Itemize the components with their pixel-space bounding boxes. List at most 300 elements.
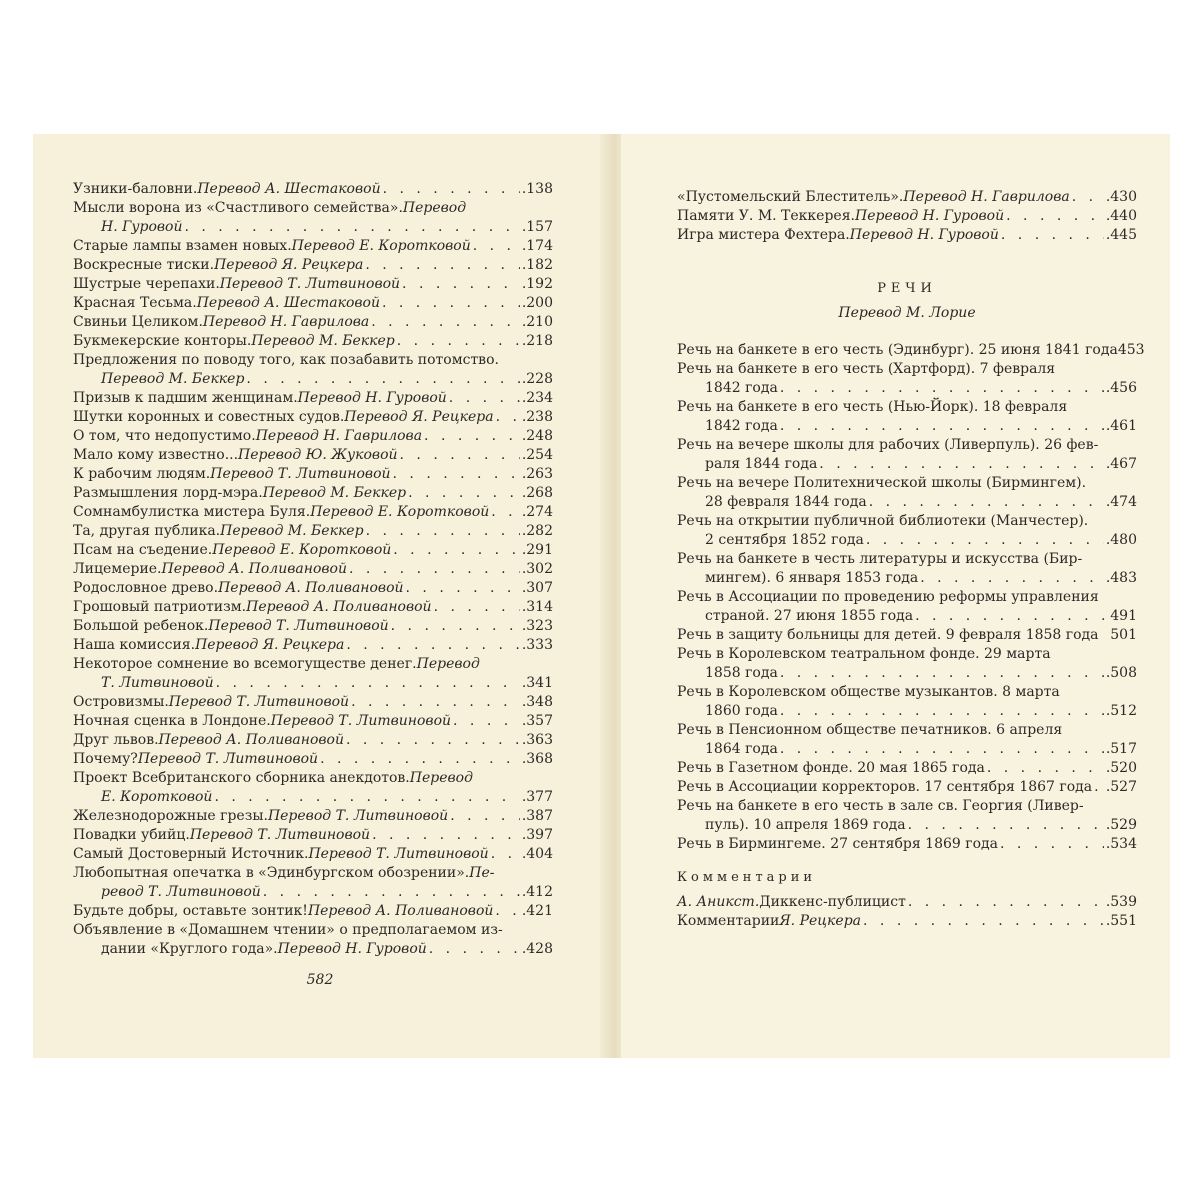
toc-entry-line bbox=[677, 474, 1137, 493]
entry-translator: Перевод Н. Гуровой bbox=[277, 941, 427, 957]
leader-dots bbox=[453, 712, 520, 731]
entry-translator: Перевод Н. Гуровой bbox=[297, 390, 447, 406]
leader-dots bbox=[780, 664, 1104, 683]
entry-title: Речь в Ассоциации корректоров. 17 сентября 1867 года bbox=[677, 779, 1093, 795]
entry-page-number: .440 bbox=[1105, 208, 1137, 224]
toc-entry-line bbox=[677, 455, 1137, 474]
entry-page-number: .520 bbox=[1105, 760, 1137, 776]
entry-title: Проект Всебританского сборника анекдотов. bbox=[73, 770, 410, 786]
entry-title: Размышления лорд-мэра. bbox=[73, 485, 263, 501]
leader-dots bbox=[473, 237, 520, 256]
entry-title: Будьте добры, оставьте зонтик! bbox=[73, 903, 308, 919]
leader-dots bbox=[866, 531, 1104, 550]
toc-entry-line bbox=[73, 446, 553, 465]
entry-page-number: .404 bbox=[521, 846, 553, 862]
entry-title: Шутки коронных и совестных судов. bbox=[73, 409, 345, 425]
entry-translator: Перевод bbox=[402, 200, 467, 216]
leader-dots bbox=[372, 826, 520, 845]
entry-translator: Перевод А. Поливановой bbox=[158, 732, 344, 748]
entry-title: Объявление в «Домашнем чтении» о предполагаемом из- bbox=[73, 922, 503, 938]
toc-entry-line bbox=[677, 740, 1137, 759]
leader-dots bbox=[397, 332, 520, 351]
entry-page-number: .174 bbox=[521, 238, 553, 254]
entry-translator: Перевод А. Шестаковой bbox=[196, 295, 380, 311]
leader-dots bbox=[1006, 207, 1104, 226]
entry-translator: Перевод М. Беккер bbox=[262, 485, 407, 501]
leader-dots bbox=[263, 883, 520, 902]
leader-dots bbox=[320, 750, 520, 769]
toc-entry-line bbox=[73, 256, 553, 275]
entry-title: Грошовый патриотизм. bbox=[73, 599, 247, 615]
toc-entry-line bbox=[73, 180, 553, 199]
toc-entry-line bbox=[73, 769, 553, 788]
leader-dots bbox=[495, 902, 519, 921]
toc-entry-line bbox=[73, 503, 553, 522]
entry-title: Большой ребенок. bbox=[73, 618, 209, 634]
entry-title: мингем). 6 января 1853 года bbox=[705, 570, 919, 586]
toc-entry-line bbox=[73, 351, 553, 370]
entry-translator: Перевод Т. Литвиновой bbox=[210, 466, 391, 482]
toc-entry-line bbox=[677, 188, 1137, 207]
entry-title: Игра мистера Фехтера. bbox=[677, 227, 850, 243]
left-page bbox=[33, 134, 607, 1058]
leader-dots bbox=[184, 218, 519, 237]
entry-translator: Перевод Ю. Жуковой bbox=[238, 447, 398, 463]
entry-title: Речь на вечере Политехнической школы (Бирмингем). bbox=[677, 475, 1087, 491]
entry-page-number: .357 bbox=[521, 713, 553, 729]
section-translator: Перевод М. Лорие bbox=[838, 305, 976, 321]
entry-translator: Перевод Т. Литвиновой bbox=[189, 827, 371, 843]
entry-translator: Перевод Я. Рецкера bbox=[214, 257, 364, 273]
entry-title: «Пустомельский Блеститель». bbox=[677, 189, 904, 205]
entry-title: 1842 года bbox=[705, 380, 778, 396]
entry-title: Друг львов. bbox=[73, 732, 159, 748]
entry-translator: Перевод М. Беккер bbox=[251, 333, 395, 349]
page-number: 582 bbox=[306, 972, 334, 988]
entry-translator: Пе- bbox=[469, 865, 495, 881]
toc-entry-line bbox=[73, 389, 553, 408]
toc-entry-line bbox=[677, 341, 1145, 360]
entry-translator: ревод Т. Литвиновой bbox=[101, 884, 261, 900]
entry-page-number: .474 bbox=[1105, 494, 1137, 510]
toc-entry-line bbox=[677, 759, 1137, 778]
toc-entry-line bbox=[677, 645, 1137, 664]
entry-page-number: .182 bbox=[521, 257, 553, 273]
entry-page-number: .529 bbox=[1105, 817, 1137, 833]
entry-translator: Е. Коротковой bbox=[101, 789, 213, 805]
toc-entry-line bbox=[677, 816, 1137, 835]
entry-title: 28 февраля 1844 года bbox=[705, 494, 867, 510]
entry-translator: Перевод А. Поливановой bbox=[307, 903, 494, 919]
entry-title: О том, что недопустимо. bbox=[73, 428, 256, 444]
entry-title: Псам на съедение. bbox=[73, 542, 213, 558]
entry-translator: Перевод Я. Рецкера bbox=[344, 409, 494, 425]
entry-translator: Перевод Т. Литвиновой bbox=[168, 694, 350, 710]
toc-entry-line bbox=[73, 940, 553, 959]
entry-page-number: .234 bbox=[521, 390, 553, 406]
entry-translator: Перевод А. Шестаковой bbox=[197, 181, 381, 197]
entry-page-number: .274 bbox=[521, 504, 553, 520]
toc-entry-line bbox=[73, 275, 553, 294]
leader-dots bbox=[371, 313, 520, 332]
leader-dots bbox=[863, 912, 1104, 931]
entry-translator: Перевод А. Поливановой bbox=[246, 599, 432, 615]
toc-entry-line bbox=[73, 921, 553, 940]
entry-title: Повадки убийц. bbox=[73, 827, 190, 843]
entry-title: Комментарии bbox=[677, 913, 780, 929]
entry-page-number: .430 bbox=[1105, 189, 1137, 205]
leader-dots bbox=[365, 256, 519, 275]
entry-title: 1858 года bbox=[705, 665, 778, 681]
entry-page-number: .445 bbox=[1105, 227, 1137, 243]
entry-title: Красная Тесьма. bbox=[73, 295, 197, 311]
toc-entry-line bbox=[73, 636, 553, 655]
entry-translator: Перевод Н. Гаврилова bbox=[903, 189, 1070, 205]
leader-dots bbox=[780, 379, 1104, 398]
toc-entry-line bbox=[677, 893, 1137, 912]
leader-dots bbox=[383, 180, 520, 199]
entry-translator: Перевод Т. Литвиновой bbox=[208, 618, 389, 634]
entry-page-number: 501 bbox=[1110, 627, 1137, 643]
entry-translator: Перевод М. Беккер bbox=[220, 523, 364, 539]
toc-entry-line bbox=[677, 512, 1137, 531]
toc-entry-line bbox=[73, 674, 553, 693]
entry-translator: Перевод А. Поливановой bbox=[218, 580, 404, 596]
entry-page-number: .387 bbox=[521, 808, 553, 824]
entry-title: Шустрые черепахи. bbox=[73, 276, 220, 292]
leader-dots bbox=[920, 569, 1104, 588]
entry-title: Речь в Ассоциации по проведению реформы управления bbox=[677, 589, 1099, 605]
entry-translator: Я. Рецкера bbox=[779, 913, 862, 929]
toc-entry-line bbox=[73, 807, 553, 826]
leader-dots bbox=[400, 446, 520, 465]
entry-title: Речь в Пенсионном обществе печатников. 6 апреля bbox=[677, 722, 1063, 738]
leader-dots bbox=[908, 816, 1104, 835]
entry-translator: Перевод М. Беккер bbox=[101, 371, 245, 387]
entry-page-number: .508 bbox=[1105, 665, 1137, 681]
leader-dots bbox=[780, 702, 1104, 721]
toc-right-column bbox=[677, 188, 1145, 931]
toc-entry-line bbox=[73, 427, 553, 446]
entry-title: Мало кому известно... bbox=[73, 447, 239, 463]
toc-entry-line bbox=[677, 531, 1137, 550]
entry-page-number: 453 bbox=[1117, 342, 1145, 358]
leader-dots bbox=[424, 427, 520, 446]
toc-entry-line bbox=[677, 226, 1137, 245]
entry-title: Свиньи Целиком. bbox=[73, 314, 203, 330]
toc-entry-line bbox=[73, 313, 553, 332]
toc-entry-line bbox=[677, 912, 1137, 931]
entry-page-number: .527 bbox=[1105, 779, 1137, 795]
leader-dots bbox=[780, 740, 1104, 759]
entry-title: Предложения по поводу того, как позабавить потомство. bbox=[73, 352, 499, 368]
entry-page-number: .421 bbox=[521, 903, 553, 919]
toc-right-top-entries bbox=[677, 188, 1137, 245]
toc-entry-line bbox=[73, 522, 553, 541]
entry-page-number: 491 bbox=[1110, 608, 1137, 624]
leader-dots bbox=[406, 579, 520, 598]
entry-title: Речь в Бирмингеме. 27 сентября 1869 года bbox=[677, 836, 998, 852]
leader-dots bbox=[214, 788, 519, 807]
entry-title: Узники-баловни. bbox=[73, 181, 198, 197]
leader-dots bbox=[1000, 835, 1104, 854]
entry-translator: Перевод Т. Литвиновой bbox=[270, 713, 452, 729]
toc-entry-line bbox=[677, 626, 1137, 645]
leader-dots bbox=[780, 417, 1104, 436]
toc-entry-line bbox=[73, 579, 553, 598]
entry-title: Любопытная опечатка в «Эдинбургском обозрении». bbox=[73, 865, 470, 881]
leader-dots bbox=[429, 940, 520, 959]
entry-title: Речь на банкете в его честь в зале св. Георгия (Ливер- bbox=[677, 798, 1084, 814]
toc-entry-line bbox=[73, 408, 553, 427]
toc-entry-line bbox=[73, 693, 553, 712]
entry-page-number: .341 bbox=[521, 675, 553, 691]
entry-page-number: .291 bbox=[521, 542, 553, 558]
toc-entry-line bbox=[73, 370, 553, 389]
entry-title: Родословное древо. bbox=[73, 580, 219, 596]
toc-entry-line bbox=[677, 835, 1137, 854]
entry-translator: Перевод Н. Гаврилова bbox=[202, 314, 370, 330]
leader-dots bbox=[819, 455, 1104, 474]
leader-dots bbox=[346, 731, 520, 750]
entry-title: Речь на открытии публичной библиотеки (Манчестер). bbox=[677, 513, 1089, 529]
entry-translator: Перевод А. Поливановой bbox=[161, 561, 347, 577]
toc-entry-line bbox=[677, 360, 1137, 379]
entry-title: Лицемерие. bbox=[73, 561, 162, 577]
entry-translator: Перевод Е. Коротковой bbox=[212, 542, 392, 558]
toc-entry-line bbox=[677, 436, 1137, 455]
leader-dots bbox=[346, 636, 519, 655]
toc-entry-line bbox=[677, 664, 1137, 683]
leader-dots bbox=[393, 465, 520, 484]
toc-entry-line bbox=[73, 826, 553, 845]
entry-translator: Перевод bbox=[416, 656, 480, 672]
commentary-title: Комментарии bbox=[677, 870, 817, 885]
entry-translator: Перевод Н. Гаврилова bbox=[255, 428, 423, 444]
entry-title: 1860 года bbox=[705, 703, 778, 719]
entry-title: Речь на банкете в его честь (Эдинбург). 25 июня 1841 года bbox=[677, 342, 1118, 358]
leader-dots bbox=[1094, 778, 1104, 797]
toc-entry-line bbox=[677, 417, 1137, 436]
entry-title: Сомнамбулистка мистера Буля. bbox=[73, 504, 311, 520]
toc-entry-line bbox=[73, 332, 553, 351]
toc-entry-line bbox=[677, 721, 1137, 740]
entry-translator: Перевод Е. Коротковой bbox=[310, 504, 490, 520]
toc-entry-line bbox=[73, 617, 553, 636]
leader-dots bbox=[351, 693, 520, 712]
entry-translator: Перевод Т. Литвиновой bbox=[219, 276, 401, 292]
entry-title: К рабочим людям. bbox=[73, 466, 211, 482]
entry-title: Призыв к падшим женщинам. bbox=[73, 390, 298, 406]
leader-dots bbox=[391, 617, 520, 636]
entry-title: Памяти У. М. Теккерея. bbox=[677, 208, 855, 224]
entry-page-number: .200 bbox=[521, 295, 553, 311]
entry-title: Речь в Королевском театральном фонде. 29 марта bbox=[677, 646, 1051, 662]
entry-translator: А. Аникст. bbox=[677, 894, 760, 910]
toc-entry-line bbox=[677, 493, 1137, 512]
entry-title: Речь в защиту больницы для детей. 9 февраля 1858 года bbox=[677, 627, 1099, 643]
toc-entry-line bbox=[73, 655, 553, 674]
entry-translator: Перевод Т. Литвиновой bbox=[308, 846, 489, 862]
entry-page-number: .210 bbox=[521, 314, 553, 330]
entry-title: Букмекерские конторы. bbox=[73, 333, 252, 349]
entry-page-number: .218 bbox=[521, 333, 553, 349]
entry-page-number: .551 bbox=[1105, 913, 1137, 929]
entry-page-number: .480 bbox=[1105, 532, 1137, 548]
entry-title: Островизмы. bbox=[73, 694, 169, 710]
entry-page-number: .517 bbox=[1105, 741, 1137, 757]
toc-entry-line bbox=[677, 379, 1137, 398]
entry-page-number: .302 bbox=[521, 561, 553, 577]
leader-dots bbox=[1072, 188, 1104, 207]
entry-page-number: .323 bbox=[521, 618, 553, 634]
entry-page-number: .428 bbox=[521, 941, 553, 957]
toc-entry-line bbox=[677, 778, 1137, 797]
section-title: РЕЧИ bbox=[877, 281, 937, 296]
entry-title: Воскресные тиски. bbox=[73, 257, 215, 273]
toc-entry-line bbox=[73, 598, 553, 617]
entry-page-number: .263 bbox=[521, 466, 553, 482]
toc-entry-line bbox=[677, 588, 1137, 607]
toc-entry-line bbox=[73, 541, 553, 560]
toc-entry-line bbox=[677, 797, 1137, 816]
entry-page-number: .238 bbox=[521, 409, 553, 425]
entry-title: Та, другая публика. bbox=[73, 523, 221, 539]
toc-entry-line bbox=[73, 902, 553, 921]
entry-title: Ночная сценка в Лондоне. bbox=[73, 713, 271, 729]
entry-title: Речь на вечере школы для рабочих (Ливерпуль). 26 фев- bbox=[677, 437, 1099, 453]
entry-page-number: .377 bbox=[521, 789, 553, 805]
entry-title: страной. 27 июня 1855 года bbox=[705, 608, 914, 624]
toc-entry-line bbox=[73, 712, 553, 731]
leader-dots bbox=[915, 607, 1108, 626]
leader-dots bbox=[908, 893, 1104, 912]
entry-title: Почему? bbox=[73, 751, 138, 767]
toc-entry-line bbox=[73, 788, 553, 807]
entry-title: Самый Достоверный Источник. bbox=[73, 846, 309, 862]
entry-page-number: .333 bbox=[521, 637, 553, 653]
entry-translator: Перевод Т. Литвиновой bbox=[137, 751, 319, 767]
leader-dots bbox=[1001, 226, 1104, 245]
toc-entry-line bbox=[677, 683, 1137, 702]
leader-dots bbox=[382, 294, 520, 313]
toc-entry-line bbox=[73, 731, 553, 750]
toc-entry-line bbox=[73, 484, 553, 503]
leader-dots bbox=[216, 674, 520, 693]
entry-page-number: .314 bbox=[521, 599, 553, 615]
toc-left-column bbox=[73, 180, 553, 959]
leader-dots bbox=[496, 408, 520, 427]
leader-dots bbox=[349, 560, 520, 579]
entry-page-number: .363 bbox=[521, 732, 553, 748]
leader-dots bbox=[449, 389, 520, 408]
entry-page-number: .307 bbox=[521, 580, 553, 596]
right-page bbox=[621, 134, 1170, 1058]
toc-entry-line bbox=[677, 702, 1137, 721]
entry-title: 1864 года bbox=[705, 741, 778, 757]
entry-page-number: .192 bbox=[521, 276, 553, 292]
toc-entry-line bbox=[677, 607, 1137, 626]
entry-title: Речь в Королевском обществе музыкантов. 8 марта bbox=[677, 684, 1060, 700]
entry-translator: Перевод Т. Литвиновой bbox=[267, 808, 449, 824]
leader-dots bbox=[366, 522, 520, 541]
entry-title: Некоторое сомнение во всемогуществе денег. bbox=[73, 656, 417, 672]
toc-entry-line bbox=[73, 750, 553, 769]
entry-title: Речь на банкете в его честь (Нью-Йорк). 18 февраля bbox=[677, 399, 1068, 415]
entry-title: Диккенс-публицист bbox=[759, 894, 906, 910]
toc-entry-line bbox=[73, 845, 553, 864]
toc-entry-line bbox=[73, 218, 553, 237]
entry-title: 1842 года bbox=[705, 418, 778, 434]
entry-title: Наша комиссия. bbox=[73, 637, 196, 653]
toc-entry-line bbox=[73, 560, 553, 579]
entry-page-number: .456 bbox=[1105, 380, 1137, 396]
entry-translator: Перевод Е. Коротковой bbox=[291, 238, 471, 254]
toc-entry-line bbox=[677, 398, 1137, 417]
entry-page-number: .254 bbox=[521, 447, 553, 463]
toc-entry-line bbox=[73, 883, 553, 902]
entry-translator: Перевод Н. Гуровой bbox=[855, 208, 1005, 224]
entry-translator: Перевод bbox=[409, 770, 473, 786]
leader-dots bbox=[869, 493, 1104, 512]
toc-entry-line bbox=[73, 199, 553, 218]
entry-page-number: .368 bbox=[521, 751, 553, 767]
entry-title: Речь на банкете в честь литературы и искусства (Бир- bbox=[677, 551, 1083, 567]
entry-page-number: .461 bbox=[1105, 418, 1137, 434]
toc-entry-line bbox=[73, 237, 553, 256]
entry-translator: Перевод Я. Рецкера bbox=[195, 637, 345, 653]
entry-page-number: .412 bbox=[521, 884, 553, 900]
toc-entry-line bbox=[677, 550, 1137, 569]
entry-translator: Т. Литвиновой bbox=[101, 675, 214, 691]
leader-dots bbox=[393, 541, 520, 560]
entry-page-number: .138 bbox=[521, 181, 553, 197]
entry-page-number: .228 bbox=[521, 371, 553, 387]
toc-entry-line bbox=[73, 294, 553, 313]
entry-page-number: .483 bbox=[1105, 570, 1137, 586]
toc-entry-line bbox=[73, 465, 553, 484]
entry-page-number: .268 bbox=[521, 485, 553, 501]
leader-dots bbox=[450, 807, 520, 826]
leader-dots bbox=[491, 845, 520, 864]
entry-title: Речь в Газетном фонде. 20 мая 1865 года bbox=[677, 760, 985, 776]
entry-page-number: .397 bbox=[521, 827, 553, 843]
entry-page-number: .282 bbox=[521, 523, 553, 539]
entry-page-number: .467 bbox=[1105, 456, 1137, 472]
leader-dots bbox=[434, 598, 520, 617]
toc-entry-line bbox=[73, 864, 553, 883]
leader-dots bbox=[402, 275, 520, 294]
commentary-list bbox=[677, 893, 1137, 931]
speeches-list bbox=[677, 341, 1145, 854]
entry-title: 2 сентября 1852 года bbox=[705, 532, 864, 548]
leader-dots bbox=[987, 759, 1104, 778]
entry-title: Речь на банкете в его честь (Хартфорд). 7 февраля bbox=[677, 361, 1056, 377]
entry-title: Старые лампы взамен новых. bbox=[73, 238, 292, 254]
entry-page-number: .534 bbox=[1105, 836, 1137, 852]
entry-title: пуль). 10 апреля 1869 года bbox=[705, 817, 906, 833]
entry-title: дании «Круглого года». bbox=[101, 941, 278, 957]
entry-page-number: .157 bbox=[521, 219, 553, 235]
entry-title: Железнодорожные грезы. bbox=[73, 808, 268, 824]
toc-entry-line bbox=[677, 207, 1137, 226]
entry-translator: Перевод Н. Гуровой bbox=[849, 227, 999, 243]
leader-dots bbox=[408, 484, 520, 503]
entry-page-number: .539 bbox=[1105, 894, 1137, 910]
leader-dots bbox=[246, 370, 519, 389]
entry-page-number: .512 bbox=[1105, 703, 1137, 719]
entry-title: раля 1844 года bbox=[705, 456, 818, 472]
